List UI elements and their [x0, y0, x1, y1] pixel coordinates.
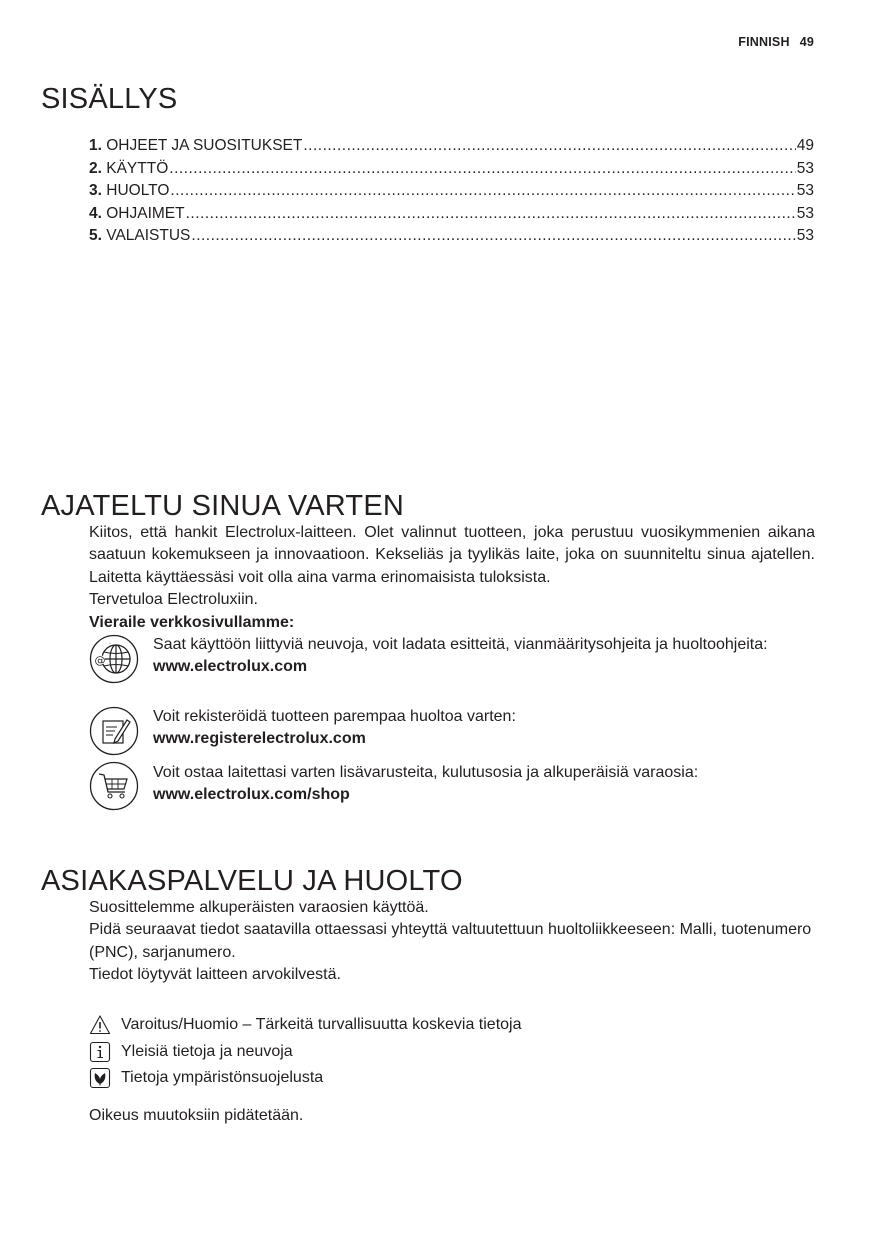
legend-item	[89, 1039, 789, 1066]
toc-leader-dots	[186, 205, 796, 223]
web-globe-icon	[89, 634, 139, 684]
toc-item-page: 49	[796, 137, 814, 154]
for-you-intro: Kiitos, että hankit Electrolux-laitteen. Olet valinnut tuotteen, joka perustuu vuosikymmenien aikana saatuun kokemukseen ja innovaatioon. Kekseliäs ja tyylikäs laite, joka on suunniteltu sinua ajatellen. Laitetta käyttäessäsi voit olla aina varma erinomaisista tuloksista.	[89, 524, 815, 586]
toc-item-number: 5.	[89, 227, 102, 244]
legend-environment-text: Tietoja ympäristönsuojelusta	[121, 1069, 324, 1087]
register-info-text: Voit rekisteröidä tuotteen parempaa huoltoa varten:	[153, 708, 516, 725]
warning-triangle-icon	[89, 1014, 111, 1036]
legend-warning-text: Varoitus/Huomio – Tärkeitä turvallisuutta koskevia tietoja	[121, 1016, 522, 1034]
toc-item[interactable]	[89, 227, 814, 250]
header-language: FINNISH	[738, 35, 790, 49]
svg-text::: :	[109, 641, 112, 648]
svg-text:@: @	[94, 654, 106, 667]
toc-item-label: OHJEET JA SUOSITUKSET	[106, 137, 303, 154]
toc-item[interactable]	[89, 160, 814, 183]
table-of-contents	[89, 137, 814, 250]
web-info-text: Saat käyttöön liittyviä neuvoja, voit ladata esitteitä, vianmääritysohjeita ja huoltoohjeita:	[153, 636, 768, 653]
toc-item-number: 1.	[89, 137, 102, 154]
contents-title: SISÄLLYS	[41, 83, 178, 115]
toc-leader-dots	[170, 182, 795, 200]
shop-link[interactable]: www.electrolux.com/shop	[153, 786, 350, 804]
info-icon	[89, 1041, 111, 1063]
toc-item-number: 2.	[89, 159, 102, 177]
toc-item-label: OHJAIMET	[106, 204, 185, 222]
legend-info-text: Yleisiä tietoja ja neuvoja	[121, 1042, 293, 1060]
legend-item	[89, 1065, 789, 1092]
toc-item[interactable]	[89, 182, 814, 205]
toc-item-number: 3.	[89, 182, 102, 199]
toc-leader-dots	[191, 227, 795, 245]
toc-item-label: HUOLTO	[106, 182, 170, 199]
service-recommendation: Suosittelemme alkuperäisten varaosien käyttöä.	[89, 899, 429, 916]
toc-leader-dots	[303, 137, 795, 155]
legend-item	[89, 1012, 789, 1039]
page-number: 49	[799, 35, 814, 49]
shop-info-text: Voit ostaa laitettasi varten lisävarusteita, kulutusosia ja alkuperäisiä varaosia:	[153, 764, 699, 781]
service-rating-plate: Tiedot löytyvät laitteen arvokilvestä.	[89, 966, 341, 984]
toc-item-page: 53	[796, 159, 814, 177]
web-link[interactable]: www.electrolux.com	[153, 658, 308, 676]
for-you-welcome: Tervetuloa Electroluxiin.	[89, 591, 258, 609]
register-pen-icon	[89, 706, 139, 756]
visit-heading: Vieraile verkkosivullamme:	[89, 613, 295, 631]
toc-item-page: 53	[796, 227, 814, 244]
shopping-cart-icon	[89, 761, 139, 811]
toc-item-page: 53	[796, 204, 814, 222]
footer-note: Oikeus muutoksiin pidätetään.	[89, 1107, 304, 1124]
environment-leaf-icon	[89, 1067, 111, 1089]
toc-item[interactable]	[89, 137, 814, 160]
toc-item-label: KÄYTTÖ	[106, 159, 169, 177]
page-header	[738, 35, 814, 49]
service-title: ASIAKASPALVELU JA HUOLTO	[41, 865, 463, 897]
toc-leader-dots	[169, 160, 795, 178]
toc-item[interactable]	[89, 205, 814, 228]
symbol-legend	[89, 1012, 789, 1092]
service-contact-info: Pidä seuraavat tiedot saatavilla ottaessasi yhteyttä valtuutettuun huoltoliikkeeseen: Malli, tuotenumero (PNC), sarjanumero.	[89, 921, 812, 961]
register-link[interactable]: www.registerelectrolux.com	[153, 730, 366, 748]
toc-item-label: VALAISTUS	[106, 227, 191, 244]
for-you-title: AJATELTU SINUA VARTEN	[41, 490, 405, 522]
toc-item-page: 53	[796, 182, 814, 199]
toc-item-number: 4.	[89, 204, 102, 222]
